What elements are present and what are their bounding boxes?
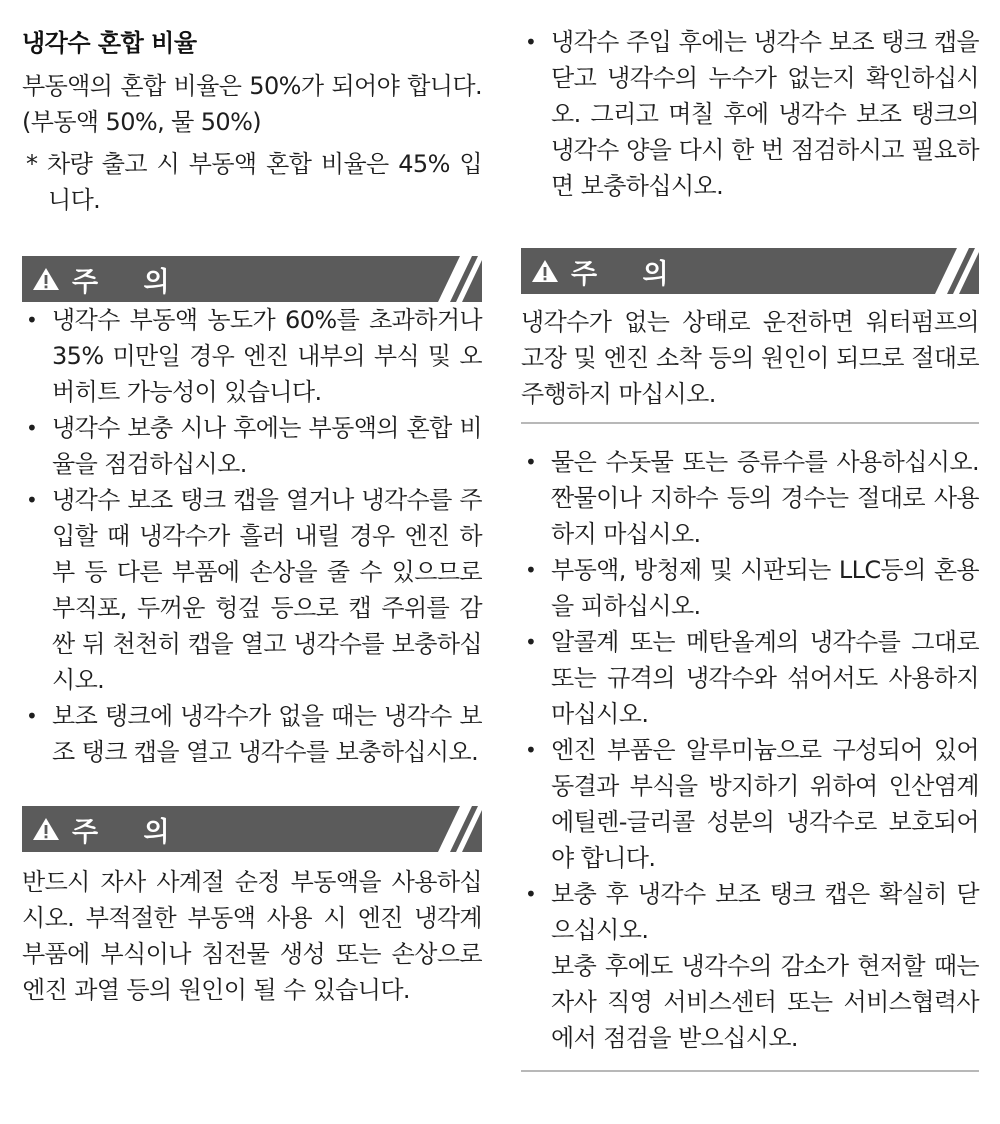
list-item: • 엔진 부품은 알루미늄으로 구성되어 있어 동결과 부식을 방지하기 위하여 인산염계 에틸렌-글리콜 성분의 냉각수로 보호되어야 합니다. (521, 732, 979, 876)
list-item: • 부동액, 방청제 및 시판되는 LLC등의 혼용을 피하십시오. (521, 552, 979, 624)
footnote: * 차량 출고 시 부동액 혼합 비율은 45% 입니다. (26, 150, 482, 214)
list-item: • 보조 탱크에 냉각수가 없을 때는 냉각수 보조 탱크 캡을 열고 냉각수를 보충하십시오. (22, 698, 482, 770)
right-column (521, 0, 979, 1072)
warning-icon (32, 266, 60, 292)
mix-ratio-text: 부동액의 혼합 비율은 50%가 되어야 합니다. (부동액 50%, 물 50%) (22, 72, 482, 136)
banner-stripes-decoration (907, 248, 979, 294)
caution-banner (521, 248, 979, 294)
list-item: • 냉각수 보충 시나 후에는 부동액의 혼합 비율을 점검하십시오. (22, 410, 482, 482)
list-item: • 알콜계 또는 메탄올계의 냉각수를 그대로 또는 규격의 냉각수와 섞어서도 사용하지 마십시오. (521, 624, 979, 732)
caution-text: 반드시 자사 사계절 순정 부동액을 사용하십시오. 부적절한 부동액 사용 시 엔진 냉각계 부품에 부식이나 침전물 생성 또는 손상으로 엔진 과열 등의 원인이 될 수 있습니다. (22, 868, 482, 1004)
list-item: • 보충 후 냉각수 보조 탱크 캡은 확실히 닫으십시오. (521, 876, 979, 948)
list-item: • 냉각수 보조 탱크 캡을 열거나 냉각수를 주입할 때 냉각수가 흘러 내릴 경우 엔진 하부 등 다른 부품에 손상을 줄 수 있으므로 부직포, 두꺼운 헝겊 등으로 캡 주위를 감싼 뒤 천천히 캡을 열고 냉각수를 보충하십시오. (22, 482, 482, 698)
caution-banner (22, 256, 482, 302)
warning-icon (531, 258, 559, 284)
caution-title: 주 의 (72, 816, 188, 848)
notes-bullet-list (521, 444, 979, 948)
list-item: • 냉각수 부동액 농도가 60%를 초과하거나 35% 미만일 경우 엔진 내부의 부식 및 오버히트 가능성이 있습니다. (22, 302, 482, 410)
caution-bullet-list (22, 302, 482, 770)
caution-text: 냉각수가 없는 상태로 운전하면 워터펌프의 고장 및 엔진 소착 등의 원인이 되므로 절대로 주행하지 마십시오. (521, 308, 979, 408)
list-item: • 냉각수 주입 후에는 냉각수 보조 탱크 캡을 닫고 냉각수의 누수가 없는지 확인하십시오. 그리고 며칠 후에 냉각수 보조 탱크의 냉각수 양을 다시 한 번 점검하시고 필요하면 보충하십시오. (521, 24, 979, 204)
divider (521, 422, 979, 424)
banner-stripes-decoration (410, 806, 482, 852)
list-item: • 물은 수돗물 또는 증류수를 사용하십시오. 짠물이나 지하수 등의 경수는 절대로 사용하지 마십시오. (521, 444, 979, 552)
caution-banner (22, 806, 482, 852)
top-bullet-list (521, 24, 979, 204)
extra-note: 보충 후에도 냉각수의 감소가 현저할 때는 자사 직영 서비스센터 또는 서비스협력사에서 점검을 받으십시오. (551, 952, 979, 1052)
divider (521, 1070, 979, 1072)
caution-title: 주 의 (571, 258, 687, 290)
banner-stripes-decoration (410, 256, 482, 302)
left-column (22, 0, 482, 1008)
section-title: 냉각수 혼합 비율 (22, 29, 197, 57)
warning-icon (32, 816, 60, 842)
caution-title: 주 의 (72, 266, 188, 298)
